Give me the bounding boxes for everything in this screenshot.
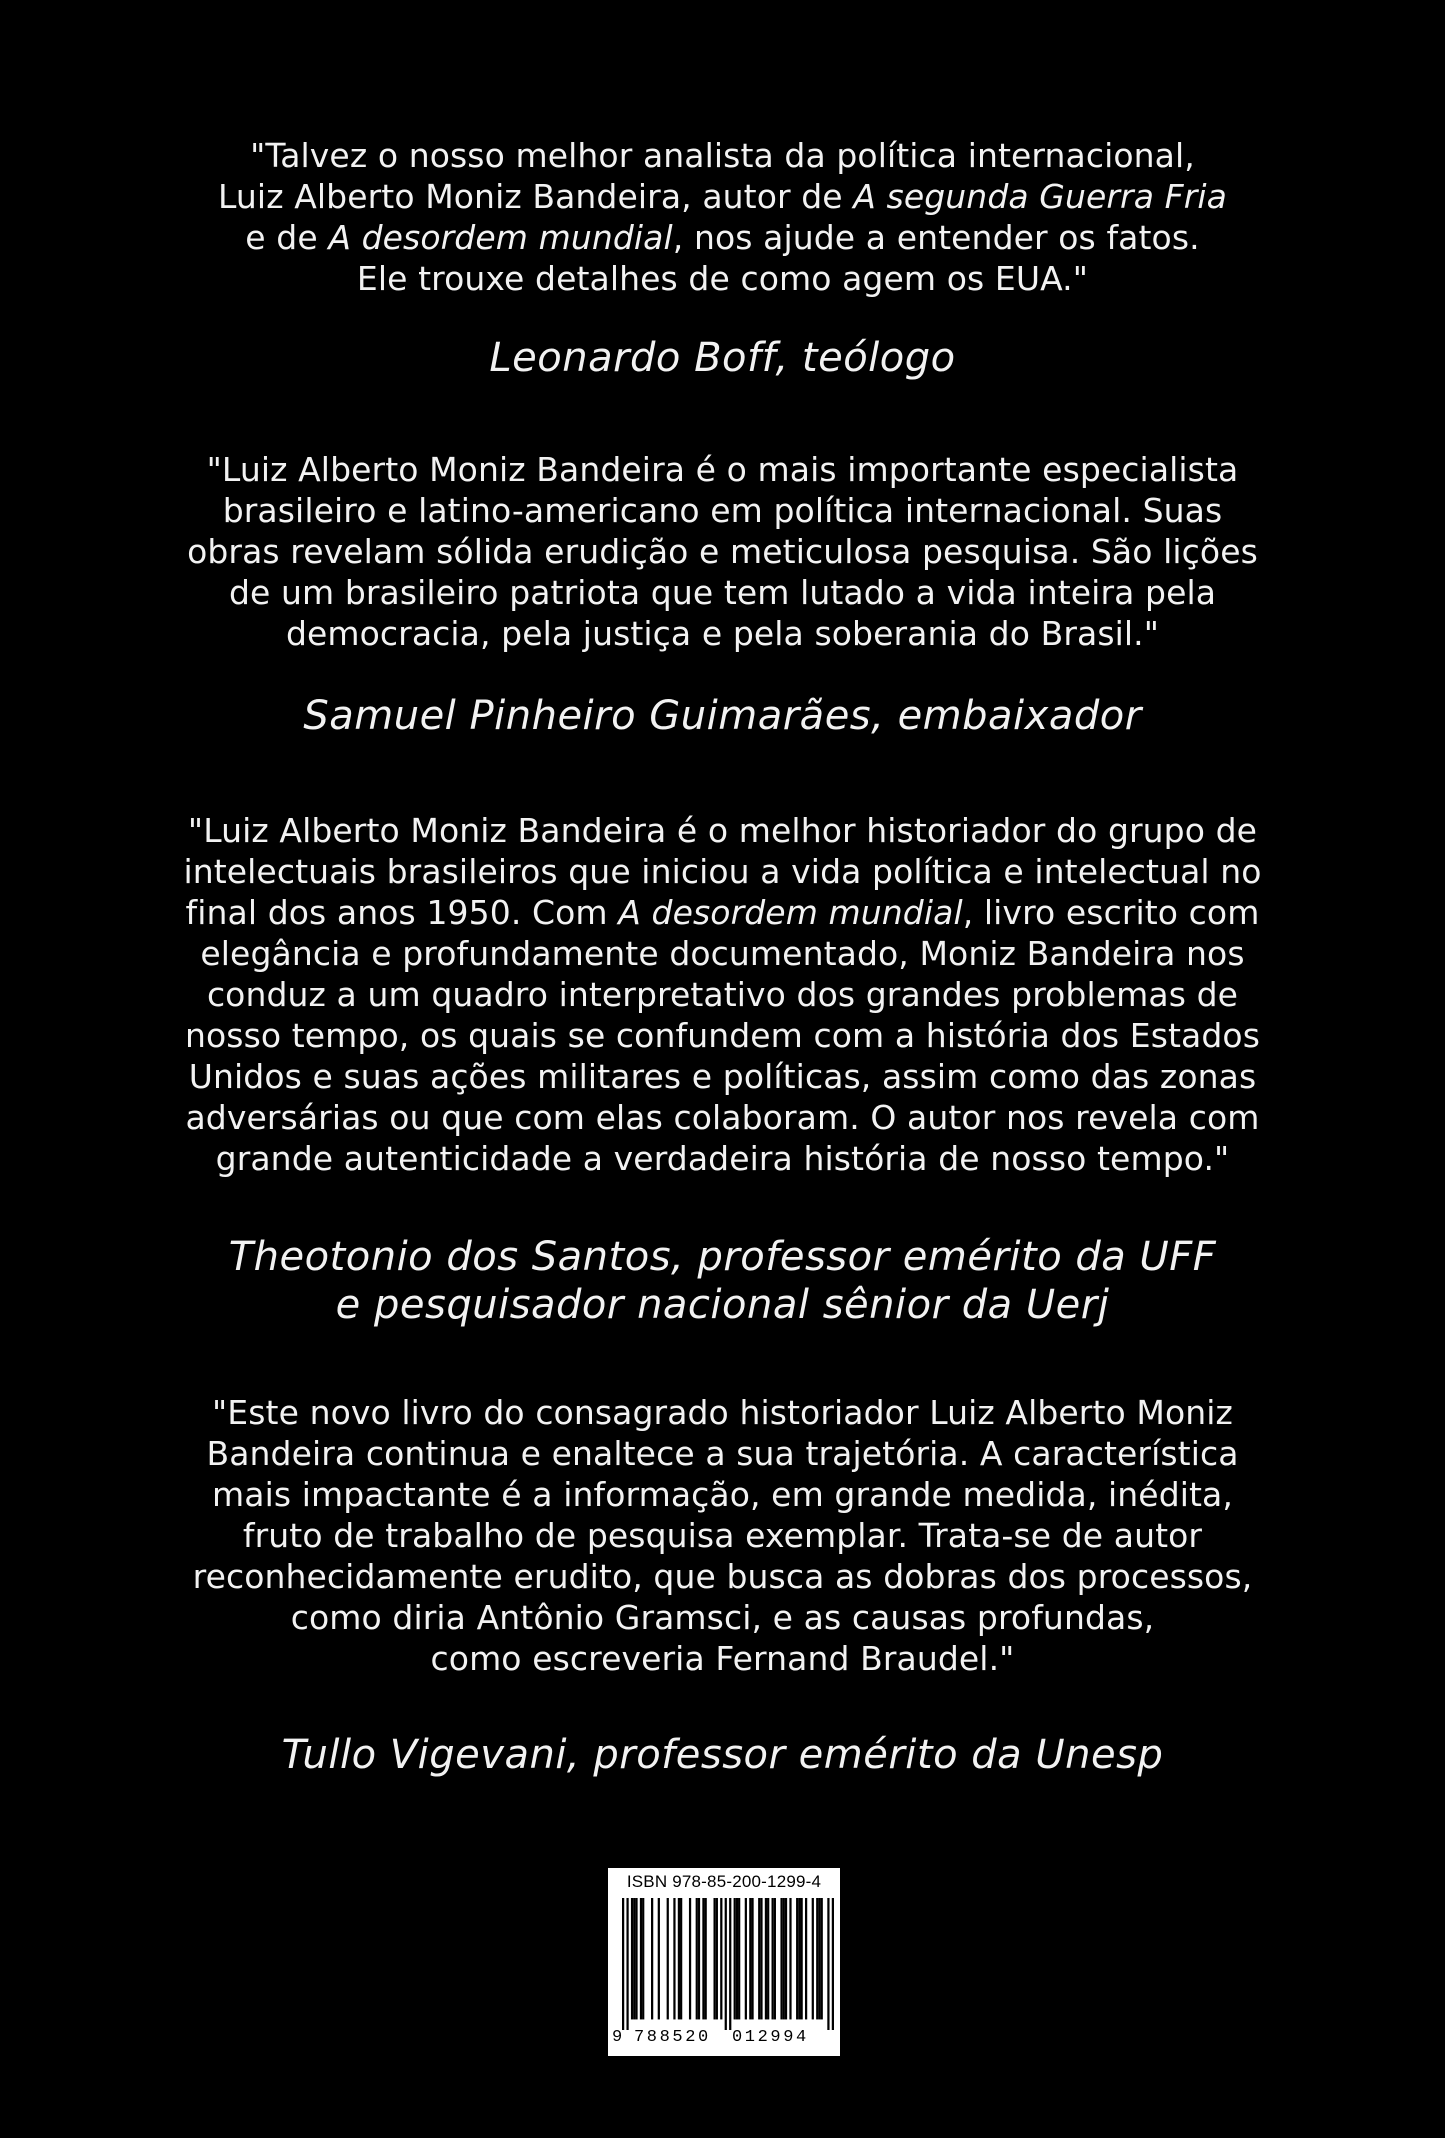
barcode-bar bbox=[667, 1898, 669, 2019]
quote-text: elegância e profundamente documentado, Moniz Bandeira nos bbox=[200, 934, 1245, 973]
quote-line bbox=[0, 892, 1445, 933]
quote-2-attribution bbox=[0, 692, 1445, 740]
quote-line bbox=[0, 1597, 1445, 1638]
barcode-bar bbox=[783, 1898, 785, 2019]
book-title: A desordem mundial bbox=[328, 218, 673, 257]
quote-4 bbox=[0, 1392, 1445, 1679]
barcode-bar bbox=[832, 1898, 834, 2030]
quote-text: , livro escrito com bbox=[962, 893, 1260, 932]
quote-line bbox=[0, 531, 1445, 572]
quote-text: Luiz Alberto Moniz Bandeira, autor de bbox=[218, 177, 854, 216]
barcode-bar bbox=[702, 1898, 704, 2019]
barcode-bar bbox=[734, 1898, 736, 2019]
quote-line bbox=[0, 1138, 1445, 1179]
quote-line bbox=[0, 1433, 1445, 1474]
barcode-bar bbox=[642, 1898, 644, 2019]
book-title: A desordem mundial bbox=[618, 893, 963, 932]
quote-text: "Talvez o nosso melhor analista da política internacional, bbox=[250, 136, 1195, 175]
barcode-bar bbox=[798, 1898, 800, 2019]
quote-line bbox=[0, 1015, 1445, 1056]
quote-line bbox=[0, 1638, 1445, 1679]
quote-text: de um brasileiro patriota que tem lutado a vida inteira pela bbox=[228, 573, 1217, 612]
quote-line bbox=[0, 851, 1445, 892]
ean-digit-first: 9 bbox=[612, 2028, 623, 2047]
barcode-bar bbox=[689, 1898, 691, 2019]
quote-text: grande autenticidade a verdadeira história de nosso tempo." bbox=[215, 1139, 1230, 1178]
quote-text: intelectuais brasileiros que iniciou a vida política e intelectual no bbox=[183, 852, 1262, 891]
barcode-bar bbox=[772, 1898, 774, 2019]
quote-text: mais impactante é a informação, em grande medida, inédita, bbox=[212, 1475, 1233, 1514]
barcode-bar bbox=[821, 1898, 823, 2019]
quote-2 bbox=[0, 449, 1445, 654]
ean-digits bbox=[612, 2028, 838, 2052]
quote-1-attribution bbox=[0, 334, 1445, 382]
quote-1 bbox=[0, 135, 1445, 299]
attribution-line: Theotonio dos Santos, professor emérito da UFF bbox=[228, 1234, 1217, 1280]
barcode-bar bbox=[760, 1898, 762, 2019]
quote-line bbox=[0, 217, 1445, 258]
barcode-bar bbox=[785, 1898, 787, 2019]
barcode-bar bbox=[622, 1898, 624, 2030]
quote-text: adversárias ou que com elas colaboram. O autor nos revela com bbox=[185, 1098, 1260, 1137]
barcode-bar bbox=[651, 1898, 653, 2019]
attribution-line: e pesquisador nacional sênior da Uerj bbox=[335, 1282, 1110, 1328]
quote-text: "Luiz Alberto Moniz Bandeira é o melhor historiador do grupo de bbox=[187, 811, 1258, 850]
quote-text: conduz a um quadro interpretativo dos grandes problemas de bbox=[206, 975, 1239, 1014]
quote-line bbox=[0, 1556, 1445, 1597]
barcode-bar bbox=[631, 1898, 633, 2019]
quote-line bbox=[0, 490, 1445, 531]
barcode-bar bbox=[680, 1898, 682, 2019]
barcode-bar bbox=[818, 1898, 820, 2019]
quote-line bbox=[0, 135, 1445, 176]
quote-text: democracia, pela justiça e pela soberania do Brasil." bbox=[285, 614, 1160, 653]
barcode-bar bbox=[767, 1898, 769, 2019]
quote-line bbox=[0, 933, 1445, 974]
isbn-label: ISBN 978-85-200-1299-4 bbox=[626, 1872, 822, 1891]
quote-line bbox=[0, 1097, 1445, 1138]
barcode-bar bbox=[678, 1898, 680, 2019]
barcode-bar bbox=[640, 1898, 642, 2019]
barcode-bar bbox=[716, 1898, 718, 2019]
barcode-bar bbox=[751, 1898, 753, 2019]
book-title: A segunda Guerra Fria bbox=[853, 177, 1227, 216]
barcode-bar bbox=[796, 1898, 798, 2019]
barcode-bar bbox=[698, 1898, 700, 2019]
barcode-bars bbox=[622, 1898, 834, 2030]
quote-line bbox=[0, 1474, 1445, 1515]
quote-text: como diria Antônio Gramsci, e as causas profundas, bbox=[290, 1598, 1155, 1637]
barcode-bar bbox=[812, 1898, 814, 2019]
quote-3 bbox=[0, 810, 1445, 1179]
barcode-bar bbox=[805, 1898, 807, 2019]
quote-line bbox=[0, 1515, 1445, 1556]
quote-line bbox=[0, 974, 1445, 1015]
quote-text: reconhecidamente erudito, que busca as dobras dos processos, bbox=[192, 1557, 1253, 1596]
quote-text: Ele trouxe detalhes de como agem os EUA." bbox=[356, 259, 1089, 298]
quote-text: obras revelam sólida erudição e meticulosa pesquisa. São lições bbox=[187, 532, 1258, 571]
quote-text: fruto de trabalho de pesquisa exemplar. Trata-se de autor bbox=[242, 1516, 1203, 1555]
quote-line bbox=[0, 572, 1445, 613]
barcode-bar bbox=[696, 1898, 698, 2019]
barcode-bar bbox=[729, 1898, 731, 2030]
quote-3-attribution bbox=[0, 1233, 1445, 1329]
quote-line bbox=[0, 176, 1445, 217]
quote-text: "Luiz Alberto Moniz Bandeira é o mais importante especialista bbox=[206, 450, 1239, 489]
quote-text: Unidos e suas ações militares e políticas, assim como das zonas bbox=[188, 1057, 1257, 1096]
barcode-bar bbox=[780, 1898, 782, 2019]
barcode-bar bbox=[827, 1898, 829, 2030]
attribution-line: Samuel Pinheiro Guimarães, embaixador bbox=[303, 693, 1142, 739]
barcode-bar bbox=[720, 1898, 722, 2019]
barcode-bar bbox=[758, 1898, 760, 2019]
barcode-bar bbox=[789, 1898, 791, 2019]
quote-text: , nos ajude a entender os fatos. bbox=[672, 218, 1200, 257]
quote-text: e de bbox=[245, 218, 329, 257]
barcode-bar bbox=[745, 1898, 747, 2019]
barcode-bar bbox=[673, 1898, 675, 2019]
quote-line bbox=[0, 810, 1445, 851]
quote-line bbox=[0, 449, 1445, 490]
ean-digits-right: 012994 bbox=[732, 2028, 809, 2047]
barcode-bar bbox=[801, 1898, 803, 2019]
barcode-bar bbox=[705, 1898, 707, 2019]
barcode-bar bbox=[765, 1898, 767, 2019]
quote-4-attribution bbox=[0, 1731, 1445, 1779]
barcode-bar bbox=[736, 1898, 738, 2019]
barcode-bar bbox=[713, 1898, 715, 2019]
quote-text: Bandeira continua e enaltece a sua trajetória. A característica bbox=[206, 1434, 1239, 1473]
barcode-bar bbox=[633, 1898, 635, 2019]
quote-text: "Este novo livro do consagrado historiador Luiz Alberto Moniz bbox=[212, 1393, 1233, 1432]
quote-text: final dos anos 1950. Com bbox=[185, 893, 619, 932]
quote-text: como escreveria Fernand Braudel." bbox=[430, 1639, 1015, 1678]
barcode-bar bbox=[749, 1898, 751, 2019]
quote-text: nosso tempo, os quais se confundem com a história dos Estados bbox=[184, 1016, 1261, 1055]
attribution-line: Leonardo Boff, teólogo bbox=[489, 335, 956, 381]
barcode-bar bbox=[626, 1898, 628, 2030]
quote-line bbox=[0, 1056, 1445, 1097]
attribution-line: Tullo Vigevani, professor emérito da Unesp bbox=[281, 1732, 1164, 1778]
barcode-bar bbox=[816, 1898, 818, 2019]
isbn-barcode bbox=[608, 1868, 840, 2056]
ean-digits-left: 788520 bbox=[634, 2028, 711, 2047]
quote-line bbox=[0, 258, 1445, 299]
barcode-bar bbox=[774, 1898, 776, 2019]
quote-line bbox=[0, 1392, 1445, 1433]
barcode-bar bbox=[725, 1898, 727, 2030]
barcode-bar bbox=[738, 1898, 740, 2019]
quote-line bbox=[0, 613, 1445, 654]
barcode-bar bbox=[635, 1898, 637, 2019]
barcode-bar bbox=[658, 1898, 660, 2019]
quote-text: brasileiro e latino-americano em política internacional. Suas bbox=[222, 491, 1223, 530]
